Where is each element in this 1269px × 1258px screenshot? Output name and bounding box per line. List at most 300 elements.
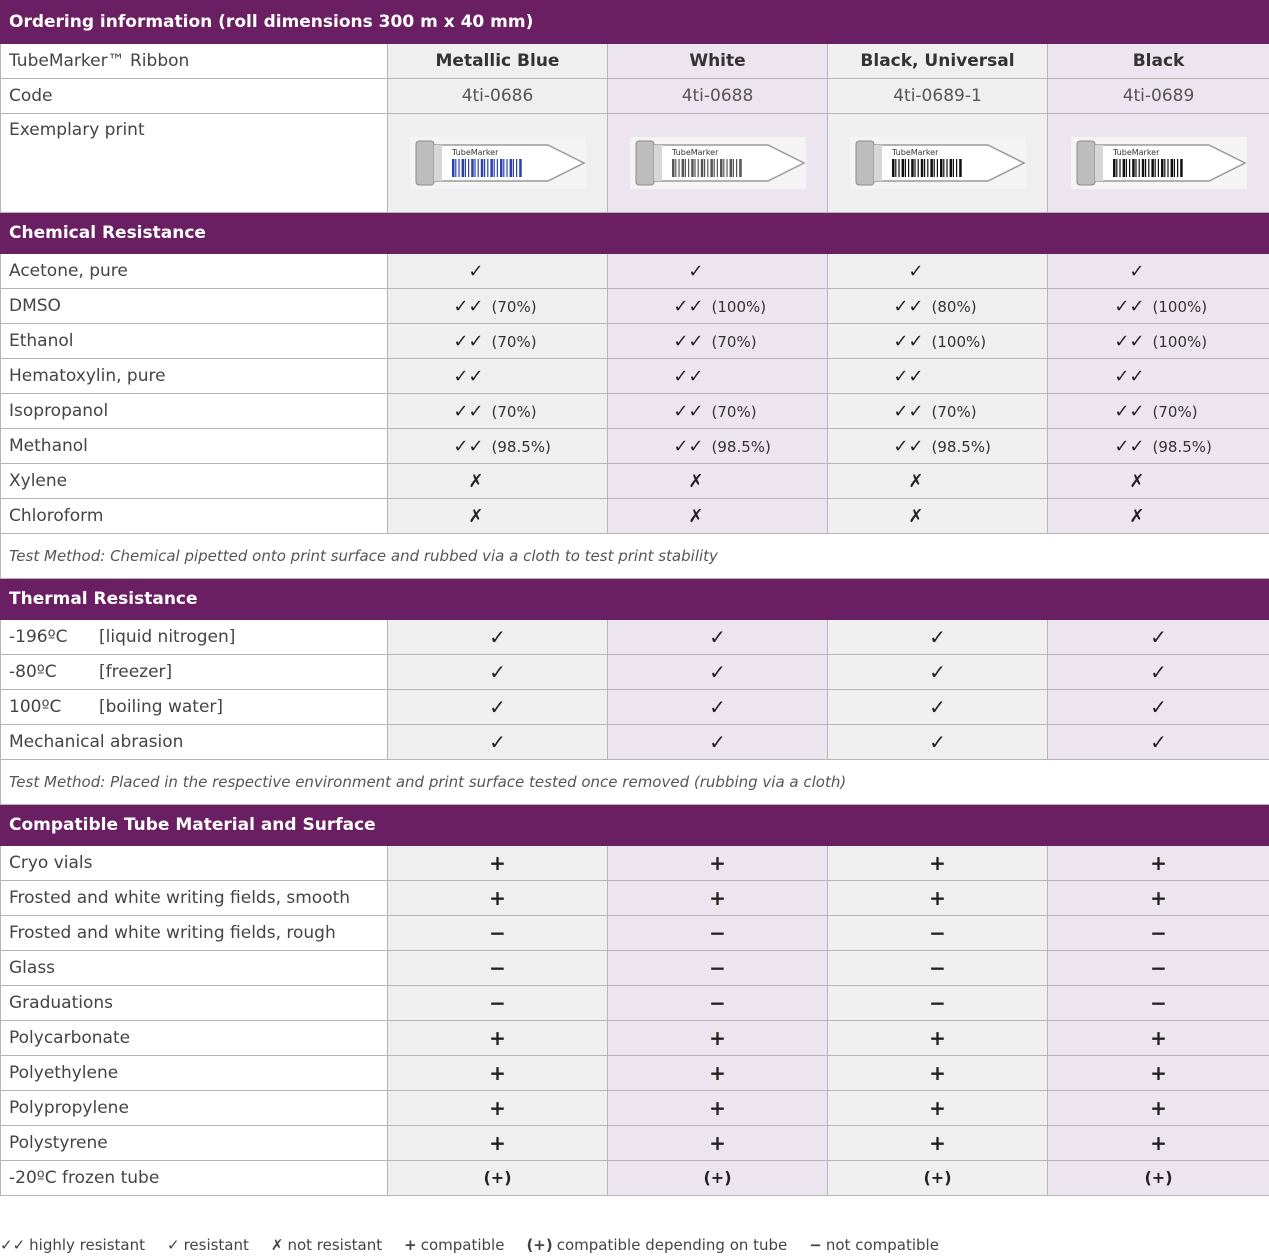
plus-icon: + — [1150, 851, 1167, 875]
cross-icon: ✗ — [688, 505, 704, 527]
resistance-cell — [608, 429, 828, 464]
plus-icon: + — [489, 851, 506, 875]
table-row — [1, 429, 1269, 464]
test-method-note-row — [1, 534, 1269, 579]
plus-icon: + — [929, 1026, 946, 1050]
plus-icon: + — [489, 886, 506, 910]
tube-print-image — [1048, 114, 1269, 213]
minus-icon: − — [1150, 991, 1167, 1015]
ordering-table-body — [1, 1, 1269, 1196]
resistance-cell — [608, 690, 828, 725]
table-row — [1, 394, 1269, 429]
ribbon-header-row — [1, 44, 1269, 79]
resistance-cell — [828, 690, 1048, 725]
minus-icon: − — [709, 921, 726, 945]
minus-icon: − — [709, 991, 726, 1015]
compatibility-cell — [388, 1056, 608, 1091]
compatibility-cell — [828, 1091, 1048, 1126]
check-icon: ✓ — [709, 625, 726, 649]
row-label: Polypropylene — [1, 1091, 388, 1126]
plus-icon: + — [709, 1061, 726, 1085]
table-row — [1, 620, 1269, 655]
test-method-note: Test Method: Chemical pipetted onto print surface and rubbed via a cloth to test print stability — [1, 534, 1269, 579]
legend-symbol-icon: ✓ — [166, 1236, 180, 1254]
temperature: Mechanical abrasion — [9, 732, 184, 752]
check-icon: ✓✓ — [893, 400, 924, 422]
row-label: Polycarbonate — [1, 1021, 388, 1056]
compatibility-cell — [828, 1056, 1048, 1091]
check-icon: ✓✓ — [673, 330, 704, 352]
table-row — [1, 254, 1269, 289]
plus-icon: + — [929, 851, 946, 875]
concentration: (100%) — [1152, 332, 1208, 351]
cross-icon: ✗ — [908, 470, 924, 492]
tube-label-text: TubeMarker — [451, 148, 498, 157]
row-label: Ethanol — [1, 324, 388, 359]
check-icon: ✓✓ — [453, 330, 484, 352]
code-label: Code — [1, 79, 388, 114]
code-value: 4ti-0689-1 — [828, 79, 1048, 114]
plus-icon: + — [929, 886, 946, 910]
resistance-cell — [1048, 394, 1269, 429]
resistance-cell — [1048, 620, 1269, 655]
legend-item — [271, 1236, 382, 1254]
resistance-cell — [388, 394, 608, 429]
column-header-metallic-blue: Metallic Blue — [388, 44, 608, 79]
plus-icon: + — [709, 1026, 726, 1050]
check-icon: ✓✓ — [1114, 295, 1145, 317]
check-icon: ✓ — [929, 695, 946, 719]
compatibility-cell — [1048, 916, 1269, 951]
exemplary-print-label: Exemplary print — [1, 114, 388, 213]
compatibility-cell — [828, 1021, 1048, 1056]
row-label: -20ºC frozen tube — [1, 1161, 388, 1196]
row-label — [1, 690, 388, 725]
minus-icon: − — [929, 991, 946, 1015]
section-title: Chemical Resistance — [1, 213, 1269, 254]
compatibility-cell — [608, 986, 828, 1021]
tube-label-text: TubeMarker — [671, 148, 718, 157]
compatibility-cell — [828, 986, 1048, 1021]
check-icon: ✓✓ — [673, 365, 704, 387]
check-icon: ✓ — [489, 660, 506, 684]
table-row — [1, 324, 1269, 359]
legend-item — [809, 1236, 939, 1254]
resistance-cell — [608, 655, 828, 690]
legend-item — [526, 1236, 787, 1254]
compatibility-cell — [388, 1091, 608, 1126]
legend-text: not resistant — [287, 1236, 383, 1254]
resistance-cell — [388, 620, 608, 655]
row-label: Cryo vials — [1, 846, 388, 881]
resistance-cell — [608, 359, 828, 394]
table-row — [1, 846, 1269, 881]
minus-icon: − — [1150, 956, 1167, 980]
tube-icon — [1069, 131, 1249, 195]
compatibility-cell — [388, 881, 608, 916]
legend-symbol-icon: ✓✓ — [0, 1236, 26, 1254]
resistance-cell — [608, 289, 828, 324]
compatibility-cell — [1048, 1161, 1269, 1196]
title-row — [1, 1, 1269, 44]
row-label: Acetone, pure — [1, 254, 388, 289]
check-icon: ✓ — [489, 625, 506, 649]
compatibility-cell — [1048, 986, 1269, 1021]
compatible-material-header — [1, 805, 1269, 846]
concentration: (98.5%) — [1152, 437, 1212, 456]
row-label: Hematoxylin, pure — [1, 359, 388, 394]
plus-icon: + — [1150, 1131, 1167, 1155]
temperature: -196ºC — [9, 627, 68, 647]
table-row — [1, 1126, 1269, 1161]
table-row — [1, 289, 1269, 324]
column-header-black: Black — [1048, 44, 1269, 79]
legend-text: highly resistant — [29, 1236, 145, 1254]
table-row — [1, 986, 1269, 1021]
check-icon: ✓ — [1150, 695, 1167, 719]
compatibility-cell — [388, 951, 608, 986]
resistance-cell — [828, 429, 1048, 464]
resistance-cell — [1048, 464, 1269, 499]
concentration: (70%) — [491, 402, 537, 421]
resistance-cell — [388, 429, 608, 464]
check-icon: ✓✓ — [673, 295, 704, 317]
check-icon: ✓✓ — [1114, 365, 1145, 387]
compatibility-cell — [608, 881, 828, 916]
table-row — [1, 916, 1269, 951]
check-icon: ✓ — [1150, 660, 1167, 684]
tube-icon — [848, 131, 1028, 195]
column-header-black-universal: Black, Universal — [828, 44, 1048, 79]
resistance-cell — [608, 464, 828, 499]
check-icon: ✓✓ — [1114, 330, 1145, 352]
legend-symbol-icon: (+) — [526, 1236, 553, 1254]
resistance-cell — [608, 725, 828, 760]
compatibility-cell — [828, 1161, 1048, 1196]
resistance-cell — [828, 394, 1048, 429]
resistance-cell — [1048, 499, 1269, 534]
check-icon: ✓✓ — [1114, 400, 1145, 422]
table-row — [1, 1161, 1269, 1196]
compatibility-cell — [1048, 1021, 1269, 1056]
resistance-cell — [828, 359, 1048, 394]
resistance-cell — [1048, 725, 1269, 760]
compatibility-cell — [828, 1126, 1048, 1161]
legend-item — [167, 1236, 249, 1254]
conditional-plus-icon: (+) — [1144, 1168, 1173, 1187]
compatibility-cell — [608, 846, 828, 881]
check-icon: ✓✓ — [893, 295, 924, 317]
tube-print-image — [608, 114, 828, 213]
resistance-cell — [608, 394, 828, 429]
row-label: Polyethylene — [1, 1056, 388, 1091]
code-value: 4ti-0686 — [388, 79, 608, 114]
column-header-white: White — [608, 44, 828, 79]
conditional-plus-icon: (+) — [703, 1168, 732, 1187]
plus-icon: + — [489, 1026, 506, 1050]
check-icon: ✓ — [908, 260, 924, 282]
legend-symbol-icon: + — [404, 1236, 417, 1254]
cross-icon: ✗ — [688, 470, 704, 492]
temperature: -80ºC — [9, 662, 57, 682]
check-icon: ✓ — [1150, 730, 1167, 754]
cross-icon: ✗ — [468, 505, 484, 527]
check-icon: ✓ — [709, 660, 726, 684]
check-icon: ✓ — [688, 260, 704, 282]
check-icon: ✓ — [929, 660, 946, 684]
resistance-cell — [828, 725, 1048, 760]
concentration: (98.5%) — [711, 437, 771, 456]
table-row — [1, 881, 1269, 916]
row-label: Frosted and white writing fields, rough — [1, 916, 388, 951]
tube-print-image — [388, 114, 608, 213]
compatibility-cell — [388, 846, 608, 881]
compatibility-cell — [608, 1021, 828, 1056]
legend — [0, 1236, 1269, 1258]
resistance-cell — [828, 620, 1048, 655]
compatibility-cell — [828, 846, 1048, 881]
tube-print-image — [828, 114, 1048, 213]
plus-icon: + — [489, 1061, 506, 1085]
concentration: (70%) — [491, 297, 537, 316]
plus-icon: + — [709, 1096, 726, 1120]
concentration: (100%) — [931, 332, 987, 351]
plus-icon: + — [1150, 1096, 1167, 1120]
compatibility-cell — [608, 1126, 828, 1161]
plus-icon: + — [489, 1096, 506, 1120]
cross-icon: ✗ — [468, 470, 484, 492]
legend-text: resistant — [183, 1236, 249, 1254]
check-icon: ✓ — [489, 695, 506, 719]
table-row — [1, 1091, 1269, 1126]
code-row — [1, 79, 1269, 114]
legend-symbol-icon: ✗ — [270, 1236, 284, 1254]
plus-icon: + — [489, 1131, 506, 1155]
resistance-cell — [608, 620, 828, 655]
concentration: (98.5%) — [931, 437, 991, 456]
resistance-cell — [388, 254, 608, 289]
compatibility-cell — [1048, 846, 1269, 881]
check-icon: ✓✓ — [453, 365, 484, 387]
legend-item — [404, 1236, 504, 1254]
page-title: Ordering information (roll dimensions 300 m x 40 mm) — [1, 1, 1269, 44]
check-icon: ✓ — [489, 730, 506, 754]
check-icon: ✓✓ — [453, 400, 484, 422]
row-label: Graduations — [1, 986, 388, 1021]
condition: [freezer] — [99, 662, 173, 682]
resistance-cell — [388, 464, 608, 499]
plus-icon: + — [929, 1131, 946, 1155]
row-label: Polystyrene — [1, 1126, 388, 1161]
concentration: (70%) — [931, 402, 977, 421]
conditional-plus-icon: (+) — [923, 1168, 952, 1187]
row-label — [1, 655, 388, 690]
table-row — [1, 951, 1269, 986]
table-row — [1, 1021, 1269, 1056]
check-icon: ✓ — [929, 730, 946, 754]
row-label: Glass — [1, 951, 388, 986]
row-label: Isopropanol — [1, 394, 388, 429]
table-row — [1, 725, 1269, 760]
row-label: Methanol — [1, 429, 388, 464]
minus-icon: − — [709, 956, 726, 980]
plus-icon: + — [709, 886, 726, 910]
concentration: (70%) — [491, 332, 537, 351]
check-icon: ✓✓ — [893, 330, 924, 352]
condition: [liquid nitrogen] — [99, 627, 236, 647]
conditional-plus-icon: (+) — [483, 1168, 512, 1187]
row-label: Frosted and white writing fields, smooth — [1, 881, 388, 916]
thermal-resistance-header — [1, 579, 1269, 620]
cross-icon: ✗ — [908, 505, 924, 527]
legend-symbol-icon: − — [809, 1236, 822, 1254]
check-icon: ✓✓ — [1114, 435, 1145, 457]
compatibility-cell — [828, 916, 1048, 951]
compatibility-cell — [608, 1091, 828, 1126]
resistance-cell — [608, 254, 828, 289]
resistance-cell — [828, 289, 1048, 324]
temperature: 100ºC — [9, 697, 62, 717]
test-method-note: Test Method: Placed in the respective environment and print surface tested once removed (rubbing via a cloth) — [1, 760, 1269, 805]
plus-icon: + — [709, 1131, 726, 1155]
check-icon: ✓ — [468, 260, 484, 282]
table-row — [1, 464, 1269, 499]
compatibility-cell — [608, 1161, 828, 1196]
compatibility-cell — [1048, 1091, 1269, 1126]
table-row — [1, 1056, 1269, 1091]
check-icon: ✓✓ — [453, 435, 484, 457]
legend-text: compatible — [420, 1236, 505, 1254]
test-method-note-row — [1, 760, 1269, 805]
resistance-cell — [1048, 655, 1269, 690]
cross-icon: ✗ — [1129, 505, 1145, 527]
minus-icon: − — [929, 921, 946, 945]
table-row — [1, 359, 1269, 394]
resistance-cell — [1048, 359, 1269, 394]
legend-item — [0, 1236, 145, 1254]
resistance-cell — [828, 655, 1048, 690]
plus-icon: + — [1150, 886, 1167, 910]
cross-icon: ✗ — [1129, 470, 1145, 492]
section-title: Thermal Resistance — [1, 579, 1269, 620]
resistance-cell — [828, 464, 1048, 499]
resistance-cell — [1048, 690, 1269, 725]
resistance-cell — [388, 655, 608, 690]
check-icon: ✓ — [709, 695, 726, 719]
compatibility-cell — [388, 1021, 608, 1056]
tube-label-text: TubeMarker — [1112, 148, 1159, 157]
code-value: 4ti-0688 — [608, 79, 828, 114]
check-icon: ✓ — [1129, 260, 1145, 282]
compatibility-cell — [1048, 951, 1269, 986]
resistance-cell — [828, 324, 1048, 359]
compatibility-cell — [388, 916, 608, 951]
resistance-cell — [1048, 324, 1269, 359]
minus-icon: − — [1150, 921, 1167, 945]
ribbon-row-label: TubeMarker™ Ribbon — [1, 44, 388, 79]
resistance-cell — [608, 499, 828, 534]
check-icon: ✓ — [1150, 625, 1167, 649]
tube-label-text: TubeMarker — [891, 148, 938, 157]
resistance-cell — [1048, 254, 1269, 289]
concentration: (98.5%) — [491, 437, 551, 456]
compatibility-cell — [388, 986, 608, 1021]
check-icon: ✓✓ — [673, 400, 704, 422]
chemical-resistance-header — [1, 213, 1269, 254]
compatibility-cell — [1048, 881, 1269, 916]
compatibility-cell — [388, 1161, 608, 1196]
check-icon: ✓ — [709, 730, 726, 754]
compatibility-cell — [1048, 1056, 1269, 1091]
compatibility-cell — [828, 881, 1048, 916]
plus-icon: + — [929, 1096, 946, 1120]
resistance-cell — [1048, 429, 1269, 464]
check-icon: ✓✓ — [893, 365, 924, 387]
compatibility-cell — [608, 1056, 828, 1091]
concentration: (70%) — [1152, 402, 1198, 421]
resistance-cell — [388, 289, 608, 324]
minus-icon: − — [929, 956, 946, 980]
condition: [boiling water] — [99, 697, 224, 717]
resistance-cell — [388, 359, 608, 394]
plus-icon: + — [1150, 1026, 1167, 1050]
code-value: 4ti-0689 — [1048, 79, 1269, 114]
check-icon: ✓✓ — [893, 435, 924, 457]
concentration: (100%) — [711, 297, 767, 316]
row-label — [1, 725, 388, 760]
resistance-cell — [828, 254, 1048, 289]
plus-icon: + — [709, 851, 726, 875]
legend-text: compatible depending on tube — [556, 1236, 788, 1254]
plus-icon: + — [929, 1061, 946, 1085]
minus-icon: − — [489, 921, 506, 945]
resistance-cell — [388, 725, 608, 760]
resistance-cell — [1048, 289, 1269, 324]
table-row — [1, 499, 1269, 534]
resistance-cell — [388, 324, 608, 359]
concentration: (80%) — [931, 297, 977, 316]
check-icon: ✓ — [929, 625, 946, 649]
concentration: (70%) — [711, 402, 757, 421]
concentration: (100%) — [1152, 297, 1208, 316]
row-label: DMSO — [1, 289, 388, 324]
legend-text: not compatible — [825, 1236, 939, 1254]
check-icon: ✓✓ — [673, 435, 704, 457]
plus-icon: + — [1150, 1061, 1167, 1085]
row-label: Chloroform — [1, 499, 388, 534]
exemplary-print-row — [1, 114, 1269, 213]
tube-icon — [628, 131, 808, 195]
resistance-cell — [388, 499, 608, 534]
compatibility-cell — [608, 951, 828, 986]
minus-icon: − — [489, 991, 506, 1015]
resistance-cell — [828, 499, 1048, 534]
table-row — [1, 690, 1269, 725]
compatibility-cell — [388, 1126, 608, 1161]
resistance-cell — [388, 690, 608, 725]
resistance-cell — [608, 324, 828, 359]
row-label: Xylene — [1, 464, 388, 499]
table-row — [1, 655, 1269, 690]
tube-icon — [408, 131, 588, 195]
minus-icon: − — [489, 956, 506, 980]
check-icon: ✓✓ — [453, 295, 484, 317]
compatibility-cell — [828, 951, 1048, 986]
compatibility-cell — [608, 916, 828, 951]
row-label — [1, 620, 388, 655]
concentration: (70%) — [711, 332, 757, 351]
section-title: Compatible Tube Material and Surface — [1, 805, 1269, 846]
